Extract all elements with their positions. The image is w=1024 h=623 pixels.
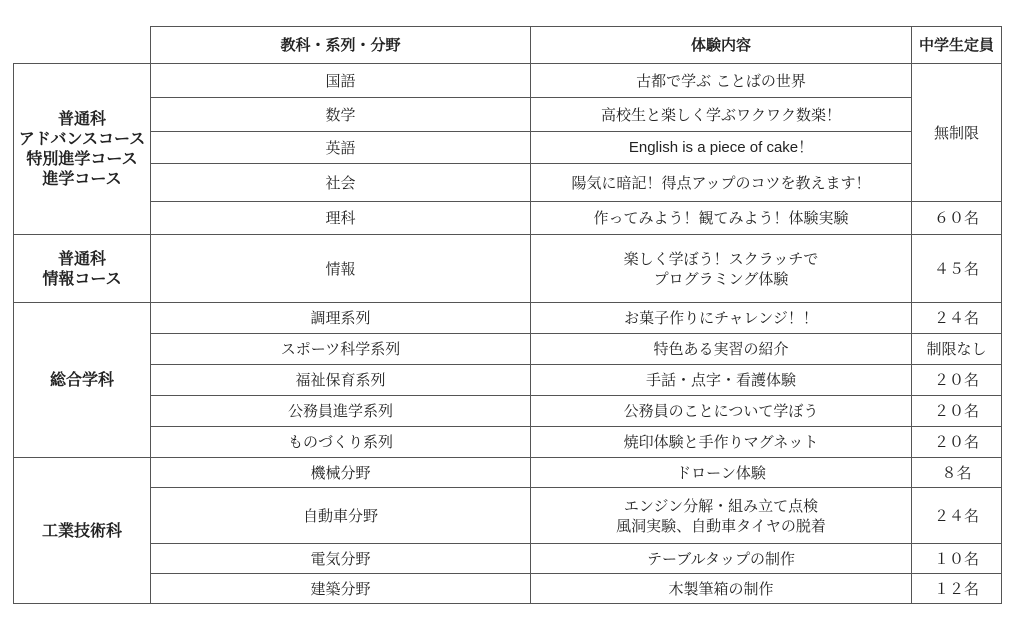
content-cell: 公務員のことについて学ぼう [531, 396, 912, 427]
table-row [14, 396, 1002, 427]
capacity-cell: ６０名 [912, 202, 1002, 235]
capacity-cell: ２０名 [912, 427, 1002, 458]
content-cell: ドローン体験 [531, 458, 912, 488]
dept-cell-kogyo: 工業技術科 [14, 458, 151, 604]
table-row [14, 98, 1002, 132]
corner-cell [14, 27, 151, 64]
header-content: 体験内容 [531, 27, 912, 64]
field-cell: 福祉保育系列 [151, 365, 531, 396]
content-cell: 古都で学ぶ ことばの世界 [531, 64, 912, 98]
content-cell: 手話・点字・看護体験 [531, 365, 912, 396]
capacity-cell-shared: 無制限 [912, 64, 1002, 202]
field-cell: 数学 [151, 98, 531, 132]
content-cell: 特色ある実習の紹介 [531, 334, 912, 365]
table-row [14, 427, 1002, 458]
table-row [14, 202, 1002, 235]
content-cell: 木製筆箱の制作 [531, 574, 912, 604]
capacity-cell: ２４名 [912, 488, 1002, 544]
content-cell: 陽気に暗記！得点アップのコツを教えます！ [531, 164, 912, 202]
content-cell: 焼印体験と手作りマグネット [531, 427, 912, 458]
content-cell: テーブルタップの制作 [531, 544, 912, 574]
field-cell: 電気分野 [151, 544, 531, 574]
capacity-cell: ８名 [912, 458, 1002, 488]
table-row [14, 164, 1002, 202]
field-cell: スポーツ科学系列 [151, 334, 531, 365]
capacity-cell: ２４名 [912, 303, 1002, 334]
field-cell: 自動車分野 [151, 488, 531, 544]
content-cell: お菓子作りにチャレンジ！！ [531, 303, 912, 334]
table-row [14, 574, 1002, 604]
dept-cell-futsuka-joho: 普通科 情報コース [14, 235, 151, 303]
table-row [14, 458, 1002, 488]
capacity-cell: 制限なし [912, 334, 1002, 365]
dept-cell-futsuka-advance: 普通科 アドバンスコース 特別進学コース 進学コース [14, 64, 151, 235]
capacity-cell: ４５名 [912, 235, 1002, 303]
content-cell: English is a piece of cake！ [531, 132, 912, 164]
field-cell: ものづくり系列 [151, 427, 531, 458]
header-capacity: 中学生定員 [912, 27, 1002, 64]
field-cell: 社会 [151, 164, 531, 202]
table-row [14, 64, 1002, 98]
capacity-cell: ２０名 [912, 396, 1002, 427]
field-cell: 機械分野 [151, 458, 531, 488]
header-row [14, 27, 1002, 64]
field-cell: 国語 [151, 64, 531, 98]
capacity-cell: １２名 [912, 574, 1002, 604]
field-cell: 情報 [151, 235, 531, 303]
field-cell: 調理系列 [151, 303, 531, 334]
content-cell: 作ってみよう！観てみよう！体験実験 [531, 202, 912, 235]
table-row [14, 235, 1002, 303]
field-cell: 公務員進学系列 [151, 396, 531, 427]
field-cell: 理科 [151, 202, 531, 235]
table-row [14, 544, 1002, 574]
experience-table [13, 26, 1002, 604]
capacity-cell: １０名 [912, 544, 1002, 574]
capacity-cell: ２０名 [912, 365, 1002, 396]
table-row [14, 488, 1002, 544]
table-row [14, 132, 1002, 164]
content-cell: 楽しく学ぼう！スクラッチで プログラミング体験 [531, 235, 912, 303]
table-row [14, 334, 1002, 365]
header-field: 教科・系列・分野 [151, 27, 531, 64]
field-cell: 建築分野 [151, 574, 531, 604]
content-cell: 高校生と楽しく学ぶワクワク数楽！ [531, 98, 912, 132]
dept-cell-sogo: 総合学科 [14, 303, 151, 458]
field-cell: 英語 [151, 132, 531, 164]
content-cell: エンジン分解・組み立て点検 風洞実験、自動車タイヤの脱着 [531, 488, 912, 544]
table-row [14, 365, 1002, 396]
table-row [14, 303, 1002, 334]
